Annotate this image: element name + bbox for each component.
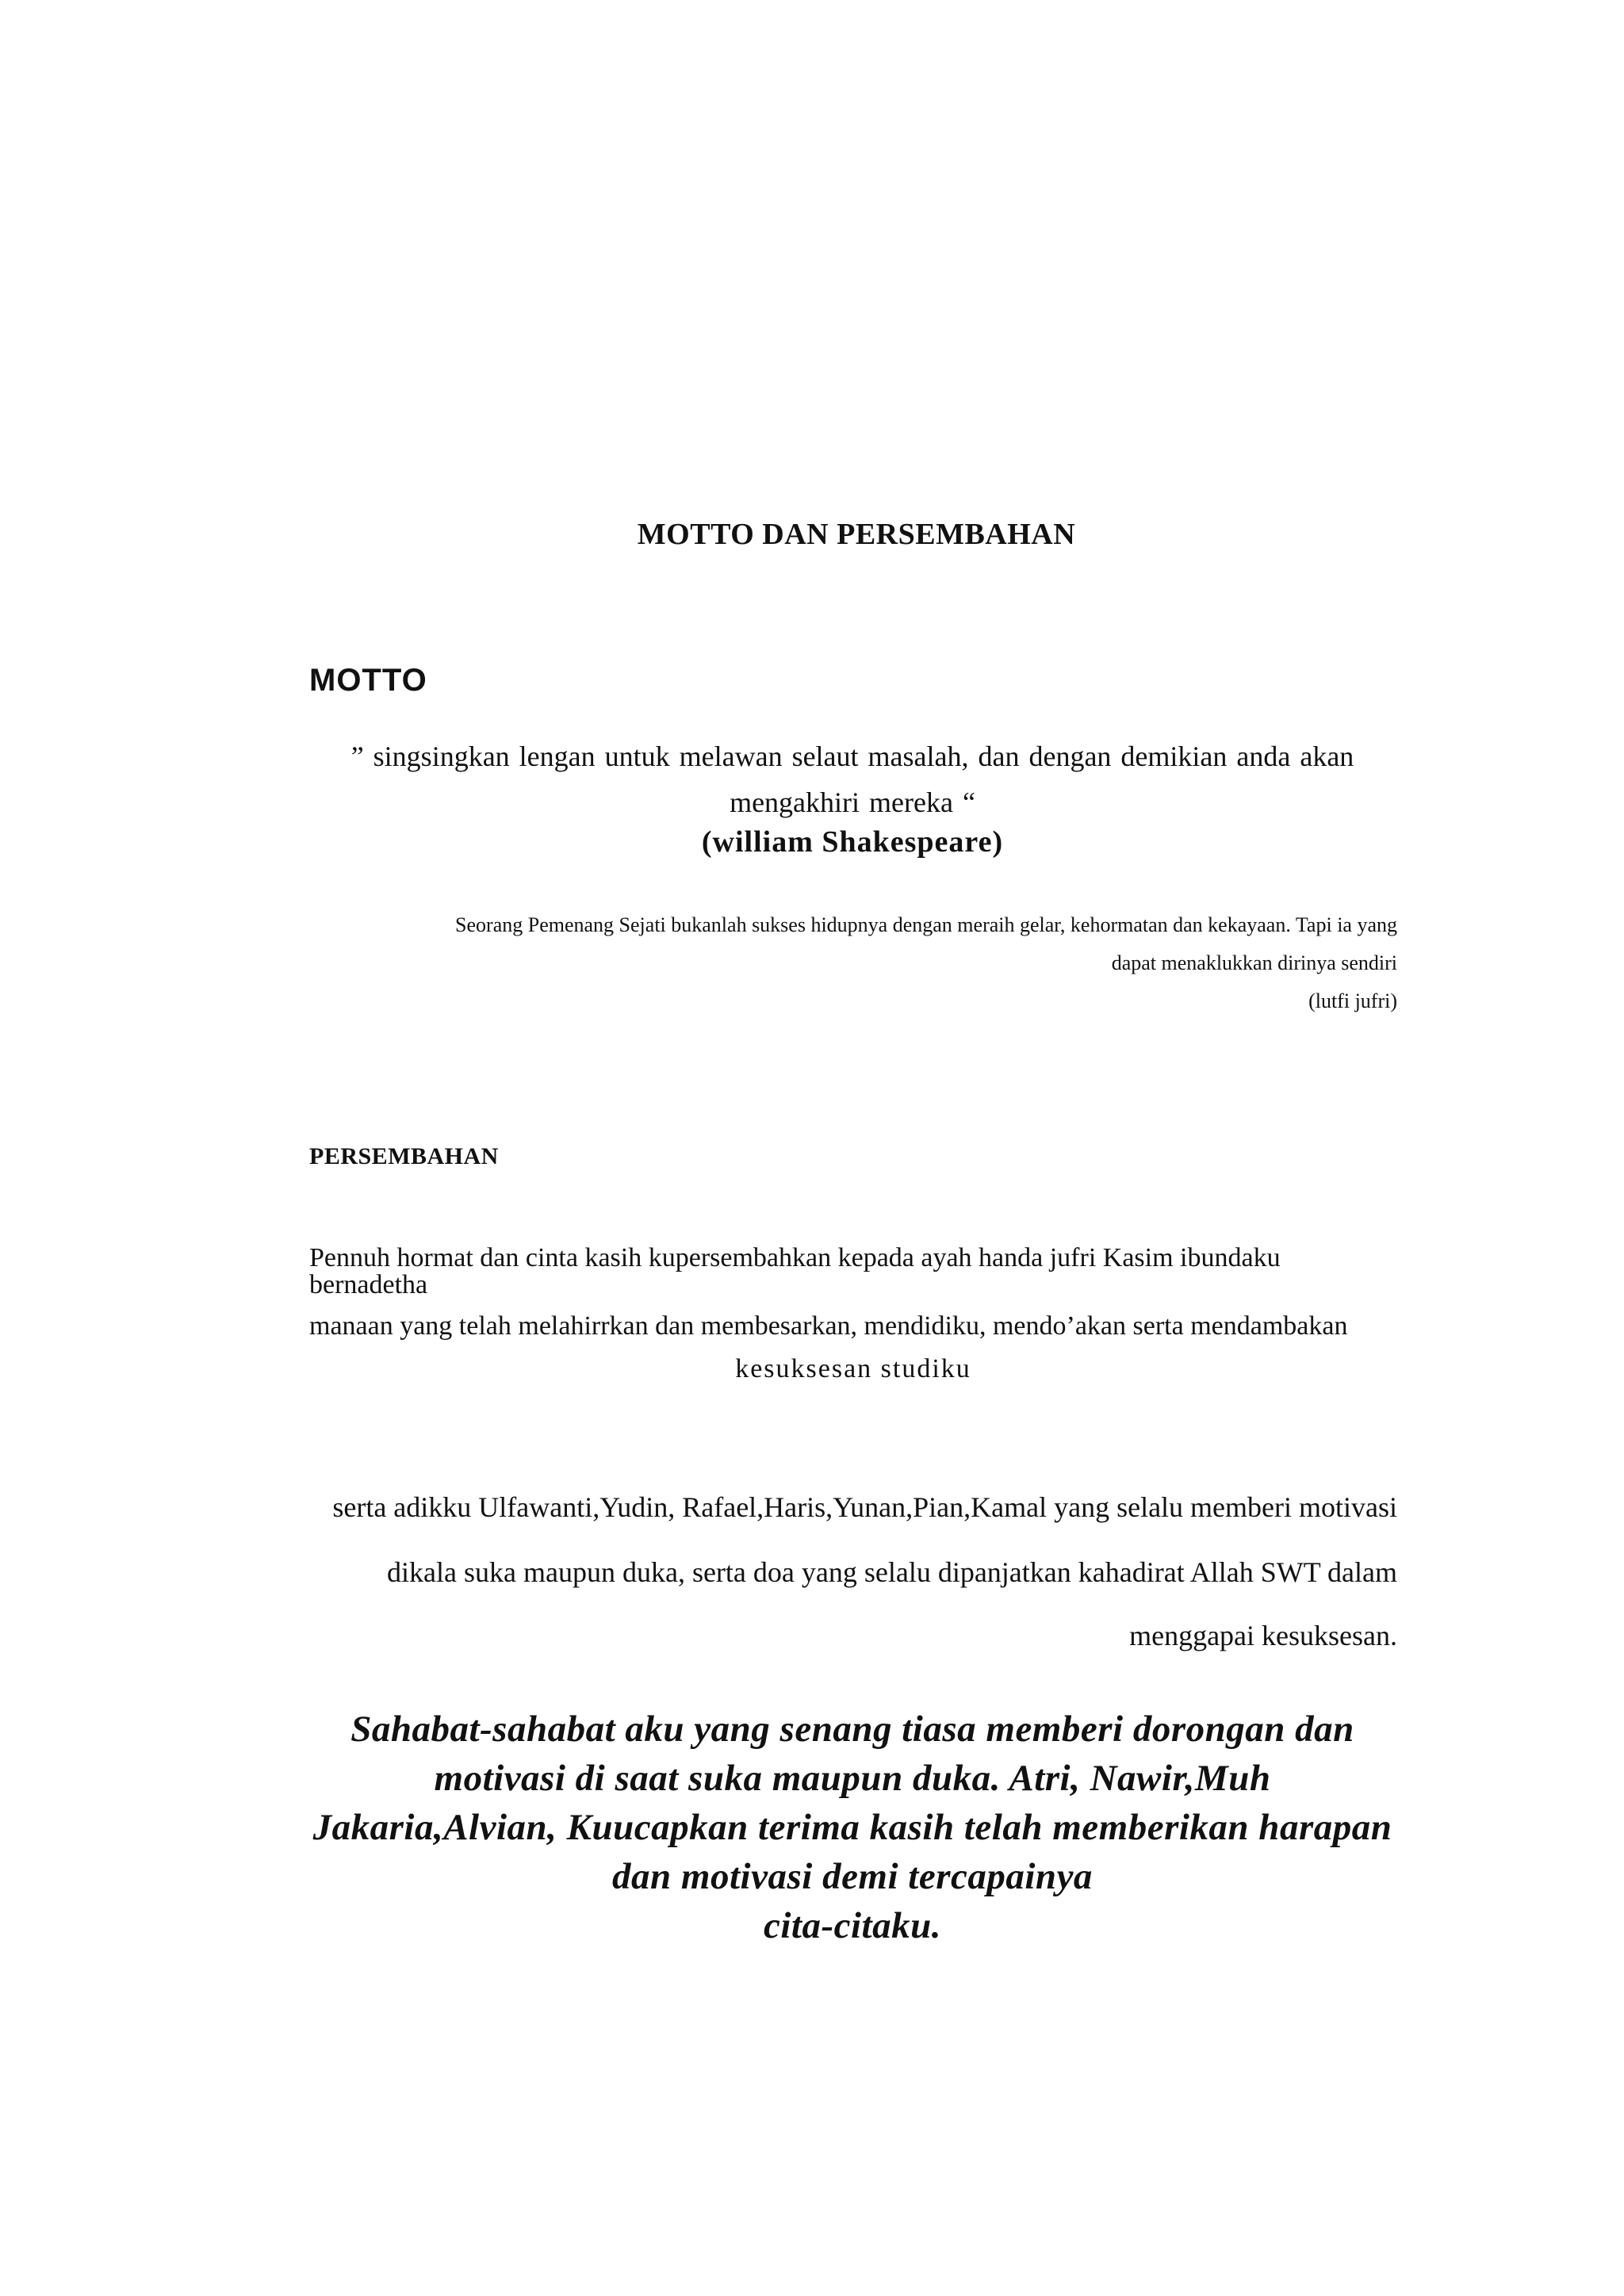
motto-quote-line: mengakhiri mereka “ [730,786,975,818]
motto-quote-line: Seorang Pemenang Sejati bukanlah sukses hidupnya dengan meraih gelar, kehormatan dan kekayaan. Tapi ia yang [455,913,1397,936]
dedication-line: manaan yang telah melahirrkan dan membesarkan, mendidiku, mendo’akan serta mendambakan [309,1311,1348,1341]
motto-quote-lutfi [309,906,1397,1020]
motto-heading: MOTTO [309,663,427,698]
dedication-line: menggapai kesuksesan. [1129,1620,1397,1651]
motto-quote-shakespeare [309,733,1396,825]
motto-quote-author: (lutfi jufri) [1308,989,1397,1012]
dedication-line: Jakaria,Alvian, Kuucapkan terima kasih telah memberikan harapan [312,1807,1392,1848]
motto-quote-line: ” singsingkan lengan untuk melawan selaut masalah, dan dengan demikian anda akan [350,740,1354,772]
persembahan-heading: PERSEMBAHAN [309,1143,499,1169]
dedication-line: kesuksesan studiku [735,1354,971,1383]
motto-quote-line: dapat menaklukkan dirinya sendiri [1111,951,1397,974]
dedication-line: dan motivasi demi tercapainya [612,1856,1093,1897]
dedication-line: motivasi di saat suka maupun duka. Atri, Nawir,Muh [434,1758,1271,1799]
motto-quote-author: (william Shakespeare) [701,825,1004,859]
dedication-line: dikala suka maupun duka, serta doa yang selalu dipanjatkan kahadirat Allah SWT dalam [387,1556,1397,1588]
dedication-line: Sahabat-sahabat aku yang senang tiasa memberi dorongan dan [350,1709,1354,1750]
page-title: MOTTO DAN PERSEMBAHAN [637,518,1076,551]
dedication-paragraph-friends [301,1705,1404,1950]
dedication-line: cita-citaku. [764,1905,941,1946]
dedication-line: Pennuh hormat dan cinta kasih kupersembahkan kepada ayah handa jufri Kasim ibundaku bernadetha [309,1243,1281,1299]
dedication-line: serta adikku Ulfawanti,Yudin, Rafael,Haris,Yunan,Pian,Kamal yang selalu memberi motivasi [332,1491,1397,1523]
